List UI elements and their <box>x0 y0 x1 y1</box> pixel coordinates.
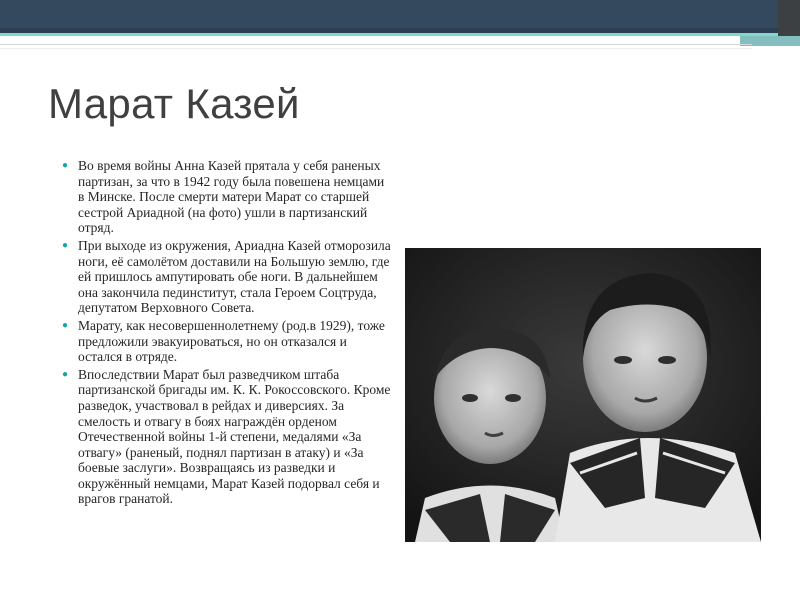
header-divider-light <box>0 48 752 49</box>
bullet-dot-icon: ● <box>62 319 69 331</box>
bullet-item <box>62 367 392 507</box>
slide-title: Марат Казей <box>48 80 300 127</box>
top-banner-accent-strip <box>0 33 800 36</box>
corner-decoration-dark <box>778 0 800 36</box>
bullet-text: Во время войны Анна Казей прятала у себя раненых партизан, за что в 1942 году была повешена немцами в Минске. После смерти матери Марат со старшей сестрой Ариадной (на фото) ушли в партизанский отряд. <box>78 158 385 236</box>
bullet-text: Марату, как несовершеннолетнему (род.в 1929), тоже предложили эвакуироваться, но он отказался и остался в отряде. <box>78 317 385 365</box>
header-divider <box>0 44 752 45</box>
bullet-text: При выходе из окружения, Ариадна Казей отморозила ноги, её самолётом доставили на Большую землю, где ей пришлось ампутировать обе ноги. В дальнейшем она закончила пединститут, стала Героем Соцтруда, депутатом Верховного Совета. <box>78 237 391 316</box>
bullet-dot-icon: ● <box>62 368 69 380</box>
bullet-dot-icon: ● <box>62 160 69 171</box>
slide-content <box>62 158 392 509</box>
top-banner <box>0 0 800 28</box>
portrait-photo <box>405 248 761 542</box>
bullet-item <box>62 238 392 316</box>
bullet-text: Впоследствии Марат был разведчиком штаба партизанской бригады им. К. К. Рокоссовского. Кроме разведок, участвовал в рейдах и диверсиях. За смелость и отвагу в боях награждён орденом Отечественной войны 1-й степени, медалями «За отвагу» (раненый, поднял партизан в атаку) и «За боевые заслуги». Возвращаясь из разведки и окружённый немцами, Марат Казей подорвал себя и врагов гранатой. <box>78 366 391 507</box>
bullet-dot-icon: ● <box>62 239 69 251</box>
bullet-list <box>62 158 392 507</box>
bullet-item <box>62 158 392 236</box>
bullet-item <box>62 318 392 365</box>
portrait-photo-icon <box>405 248 761 542</box>
